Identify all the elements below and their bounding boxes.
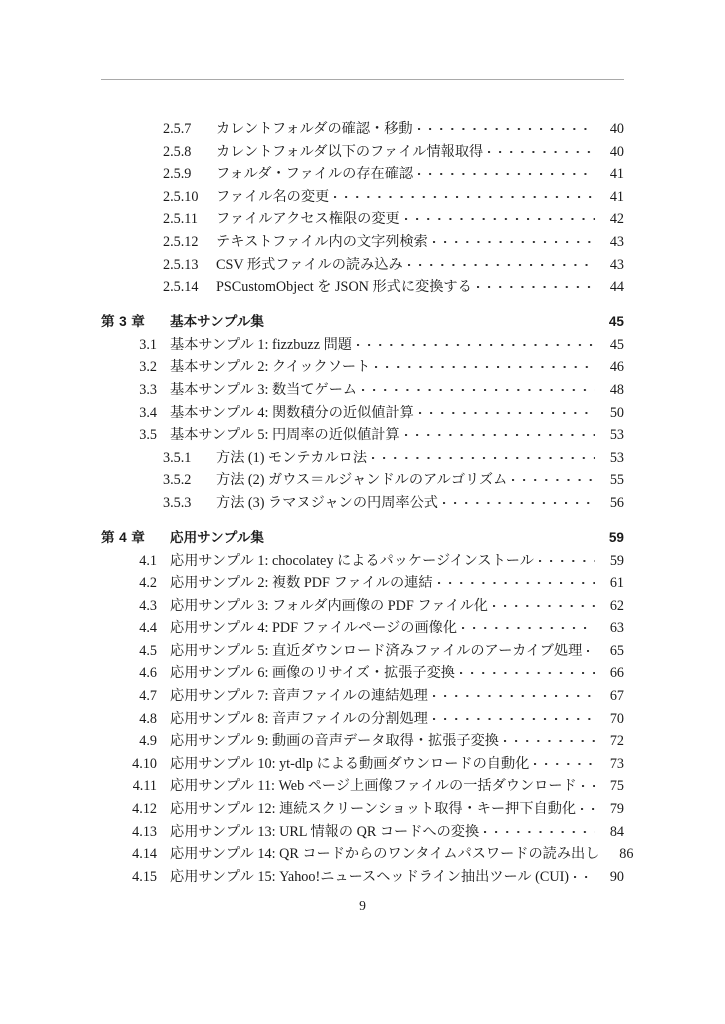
toc-dot-leader — [493, 596, 595, 610]
table-of-contents — [101, 118, 634, 888]
toc-entry-page-number: 61 — [609, 575, 624, 592]
toc-entry-number: 4.2 — [139, 575, 157, 592]
toc-entry-page-number: 86 — [619, 846, 634, 863]
toc-dot-leader — [357, 335, 595, 349]
toc-entry-number: 4.8 — [139, 710, 157, 727]
toc-entry-number: 3.4 — [139, 404, 157, 421]
toc-entry-page-number: 63 — [609, 620, 624, 637]
toc-dot-leader — [484, 822, 595, 836]
toc-dot-leader — [269, 528, 595, 542]
toc-dot-leader — [419, 403, 595, 417]
toc-entry-title: カレントフォルダの確認・移動 — [216, 121, 413, 137]
toc-entry-page-number: 72 — [609, 733, 624, 750]
toc-entry-title: 方法 (2) ガウス＝ルジャンドルのアルゴリズム — [216, 472, 508, 489]
toc-entry-title: フォルダ・ファイルの存在確認 — [216, 166, 414, 183]
toc-entry-row[interactable] — [101, 402, 624, 425]
toc-entry-number: 4.13 — [132, 823, 157, 840]
toc-dot-leader — [405, 209, 595, 223]
toc-dot-leader — [574, 867, 595, 881]
toc-entry-title: PSCustomObject を JSON 形式に変換する — [216, 279, 472, 296]
toc-entry-page-number: 53 — [609, 427, 624, 444]
toc-entry-title: テキストファイル内の文字列検索 — [216, 233, 428, 250]
toc-entry-title: 基本サンプル 4: 関数積分の近似値計算 — [170, 404, 414, 421]
toc-entry-page-number: 41 — [609, 188, 624, 205]
toc-entry-number: 3.5.1 — [163, 449, 192, 466]
toc-entry-number: 3.5 — [139, 427, 157, 444]
toc-entry-number: 第 3 章 — [101, 313, 146, 329]
toc-entry-row[interactable] — [101, 163, 624, 186]
toc-entry-page-number: 70 — [609, 710, 624, 727]
toc-entry-title: 基本サンプル 1: fizzbuzz 問題 — [170, 336, 352, 353]
toc-entry-row[interactable] — [101, 730, 624, 753]
toc-entry-row[interactable] — [101, 550, 624, 573]
toc-entry-row[interactable] — [101, 356, 624, 379]
toc-dot-leader — [582, 776, 595, 790]
toc-entry-number: 3.3 — [139, 381, 157, 398]
toc-entry-row[interactable] — [101, 424, 624, 447]
toc-entry-number: 4.4 — [139, 620, 157, 637]
toc-entry-row[interactable] — [101, 379, 624, 402]
toc-dot-leader — [504, 731, 595, 745]
toc-entry-page-number: 43 — [609, 256, 624, 273]
toc-dot-leader — [488, 142, 595, 156]
toc-entry-title: 応用サンプル集 — [170, 529, 264, 545]
toc-entry-number: 4.6 — [139, 665, 157, 682]
toc-entry-number: 4.9 — [139, 733, 157, 750]
toc-entry-number: 2.5.7 — [163, 121, 192, 137]
toc-entry-row[interactable] — [101, 662, 624, 685]
page-folio: 9 — [359, 898, 366, 913]
toc-entry-page-number: 79 — [609, 801, 624, 818]
toc-entry-title: CSV 形式ファイルの読み込み — [216, 256, 403, 273]
toc-entry-row[interactable] — [101, 254, 624, 277]
toc-entry-number: 3.2 — [139, 359, 157, 376]
toc-entry-title: 応用サンプル 11: Web ページ上画像ファイルの一括ダウンロード — [170, 778, 577, 795]
toc-entry-number: 4.5 — [139, 642, 157, 659]
toc-entry-page-number: 67 — [609, 688, 624, 705]
toc-entry-title: 応用サンプル 2: 複数 PDF ファイルの連結 — [170, 575, 433, 592]
toc-entry-number: 2.5.10 — [163, 188, 199, 205]
toc-entry-number: 2.5.14 — [163, 279, 199, 296]
toc-dot-leader — [512, 470, 595, 484]
toc-entry-title: 応用サンプル 4: PDF ファイルページの画像化 — [170, 620, 458, 637]
toc-entry-page-number: 59 — [608, 529, 624, 545]
toc-dot-leader — [443, 493, 595, 507]
toc-dot-leader — [372, 448, 595, 462]
toc-entry-page-number: 73 — [609, 755, 624, 772]
toc-entry-page-number: 50 — [609, 404, 624, 421]
toc-dot-leader — [375, 357, 595, 371]
toc-chapter-row[interactable] — [101, 526, 624, 550]
toc-entry-title: 応用サンプル 13: URL 情報の QR コードへの変換 — [170, 823, 480, 840]
toc-entry-number: 4.14 — [132, 846, 157, 863]
toc-entry-title: 応用サンプル 14: QR コードからのワンタイムパスワードの読み出し — [170, 846, 600, 863]
toc-entry-page-number: 46 — [609, 359, 624, 376]
toc-entry-number: 4.11 — [132, 778, 157, 795]
toc-dot-leader — [581, 799, 595, 813]
toc-dot-leader — [405, 425, 595, 439]
toc-entry-title: 基本サンプル集 — [170, 313, 264, 329]
toc-dot-leader — [587, 641, 595, 655]
toc-entry-page-number: 75 — [609, 778, 624, 795]
toc-entry-title: 応用サンプル 9: 動画の音声データ取得・拡張子変換 — [170, 733, 499, 750]
toc-entry-page-number: 44 — [609, 279, 624, 296]
toc-entry-number: 第 4 章 — [101, 529, 146, 545]
toc-entry-row[interactable] — [101, 843, 634, 866]
header-rule — [101, 79, 624, 80]
toc-entry-page-number: 55 — [609, 472, 624, 489]
toc-entry-number: 4.3 — [139, 597, 157, 614]
toc-entry-page-number: 66 — [609, 665, 624, 682]
toc-entry-row[interactable] — [101, 685, 624, 708]
toc-entry-title: ファイル名の変更 — [216, 188, 330, 205]
toc-dot-leader — [433, 686, 595, 700]
toc-entry-page-number: 62 — [609, 597, 624, 614]
toc-dot-leader — [438, 573, 595, 587]
toc-entry-row[interactable] — [101, 753, 624, 776]
toc-dot-leader — [477, 277, 595, 291]
toc-entry-page-number: 45 — [608, 313, 624, 329]
toc-entry-title: 応用サンプル 6: 画像のリサイズ・拡張子変換 — [170, 665, 455, 682]
toc-entry-number: 3.5.2 — [163, 472, 192, 489]
toc-entry-row[interactable] — [101, 208, 624, 231]
toc-entry-number: 2.5.12 — [163, 233, 199, 250]
toc-entry-number: 4.12 — [132, 801, 157, 818]
toc-entry-title: 方法 (3) ラマヌジャンの円周率公式 — [216, 494, 438, 511]
toc-entry-page-number: 65 — [609, 642, 624, 659]
toc-entry-row[interactable] — [101, 640, 624, 663]
toc-entry-title: 基本サンプル 2: クイックソート — [170, 359, 371, 376]
toc-entry-number: 4.15 — [132, 868, 157, 885]
toc-entry-row[interactable] — [101, 276, 624, 299]
toc-entry-number: 4.10 — [132, 755, 157, 772]
toc-entry-row[interactable] — [101, 447, 624, 470]
toc-dot-leader — [460, 663, 595, 677]
toc-entry-number: 3.1 — [139, 336, 157, 353]
toc-entry-row[interactable] — [101, 492, 624, 515]
toc-entry-title: 応用サンプル 3: フォルダ内画像の PDF ファイル化 — [170, 597, 488, 614]
toc-entry-title: 応用サンプル 7: 音声ファイルの連結処理 — [170, 688, 428, 705]
toc-entry-title: 基本サンプル 3: 数当てゲーム — [170, 381, 358, 398]
toc-entry-page-number: 59 — [609, 552, 624, 569]
toc-chapter-row[interactable] — [101, 310, 624, 334]
toc-dot-leader — [433, 709, 595, 723]
toc-entry-row[interactable] — [101, 118, 624, 141]
toc-entry-title: 応用サンプル 1: chocolatey によるパッケージインストール — [170, 552, 534, 569]
toc-entry-title: 方法 (1) モンテカルロ法 — [216, 449, 368, 466]
toc-dot-leader — [269, 312, 595, 326]
toc-entry-title: ファイルアクセス権限の変更 — [216, 211, 400, 228]
toc-entry-page-number: 45 — [609, 336, 624, 353]
toc-entry-title: 応用サンプル 15: Yahoo!ニュースヘッドライン抽出ツール (CUI) — [170, 868, 570, 885]
toc-dot-leader — [418, 164, 595, 178]
toc-entry-page-number: 42 — [609, 211, 624, 228]
toc-entry-row[interactable] — [101, 617, 624, 640]
toc-entry-row[interactable] — [101, 334, 624, 357]
toc-entry-row[interactable] — [101, 821, 624, 844]
toc-entry-title: 応用サンプル 12: 連続スクリーンショット取得・キー押下自動化 — [170, 801, 577, 818]
toc-entry-row[interactable] — [101, 469, 624, 492]
toc-entry-row[interactable] — [101, 798, 624, 821]
toc-entry-title: 応用サンプル 10: yt-dlp による動画ダウンロードの自動化 — [170, 755, 530, 772]
toc-entry-number: 2.5.13 — [163, 256, 199, 273]
toc-entry-page-number: 48 — [609, 381, 624, 398]
toc-dot-leader — [334, 187, 595, 201]
toc-entry-page-number: 56 — [609, 494, 624, 511]
toc-entry-row[interactable] — [101, 572, 624, 595]
toc-entry-number: 3.5.3 — [163, 494, 192, 511]
toc-entry-title: 応用サンプル 5: 直近ダウンロード済みファイルのアーカイブ処理 — [170, 642, 583, 659]
toc-entry-page-number: 41 — [609, 166, 624, 183]
toc-entry-number: 4.1 — [139, 552, 157, 569]
toc-entry-row[interactable] — [101, 231, 624, 254]
toc-entry-number: 2.5.8 — [163, 143, 192, 160]
toc-entry-number: 2.5.11 — [163, 211, 198, 228]
toc-dot-leader — [433, 232, 595, 246]
toc-entry-page-number: 84 — [609, 823, 624, 840]
toc-entry-row[interactable] — [101, 186, 624, 209]
toc-entry-row[interactable] — [101, 595, 624, 618]
toc-entry-row[interactable] — [101, 775, 624, 798]
toc-entry-title: 基本サンプル 5: 円周率の近似値計算 — [170, 427, 400, 444]
toc-entry-page-number: 43 — [609, 233, 624, 250]
toc-entry-page-number: 40 — [609, 143, 624, 160]
toc-dot-leader — [418, 119, 595, 133]
toc-entry-number: 4.7 — [139, 688, 157, 705]
toc-entry-title: カレントフォルダ以下のファイル情報取得 — [216, 143, 484, 160]
toc-entry-page-number: 90 — [609, 868, 624, 885]
toc-dot-leader — [408, 255, 595, 269]
toc-dot-leader — [362, 380, 595, 394]
toc-dot-leader — [462, 618, 595, 632]
toc-entry-number: 2.5.9 — [163, 166, 192, 183]
toc-dot-leader — [539, 551, 595, 565]
toc-entry-title: 応用サンプル 8: 音声ファイルの分割処理 — [170, 710, 428, 727]
toc-dot-leader — [534, 754, 595, 768]
toc-entry-row[interactable] — [101, 141, 624, 164]
toc-entry-page-number: 40 — [609, 121, 624, 137]
toc-entry-row[interactable] — [101, 866, 624, 889]
toc-entry-row[interactable] — [101, 708, 624, 731]
toc-entry-page-number: 53 — [609, 449, 624, 466]
